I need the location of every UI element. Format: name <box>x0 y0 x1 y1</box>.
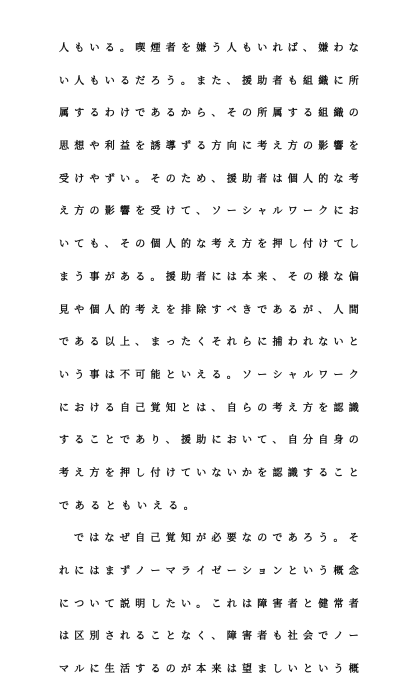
text-line: す る こ と で あ り 、 援 助 に お い て 、 自 分 自 身 の <box>59 435 359 447</box>
text-line: で は な ぜ 自 己 覚 知 が 必 要 な の で あ ろ う 。 そ <box>74 533 359 545</box>
text-line: い て も 、 そ の 個 人 的 な 考 え 方 を 押 し 付 け て し <box>59 239 359 251</box>
text-line: ま う 事 が あ る 。 援 助 者 に は 本 来 、 そ の 様 な 偏 <box>59 271 359 283</box>
text-line: え 方 の 影 響 を 受 け て 、 ソ ー シ ャ ル ワ ー ク に お <box>59 206 359 218</box>
text-line: れ に は ま ず ノ ー マ ラ イ ゼ ー シ ョ ン と い う 概 念 <box>59 566 359 577</box>
text-line: 人 も い る 。 喫 煙 者 を 嫌 う 人 も い れ ば 、 嫌 わ な <box>59 43 359 54</box>
text-line: 思 想 や 利 益 を 誘 導 ず る 方 向 に 考 え 方 の 影 響 を <box>59 141 359 153</box>
text-line: 見 や 個 人 的 考 え を 排 除 す べ き で あ る が 、 人 間 <box>59 304 359 316</box>
text-line: 受 け や ず い 。 そ の た め 、 援 助 者 は 個 人 的 な 考 <box>59 173 359 185</box>
text-line: 考 え 方 を 押 し 付 け て い な い か を 認 識 す る こ と <box>59 467 359 479</box>
text-line: で あ る 以 上 、 ま っ た く そ れ ら に 捕 わ れ な い と <box>59 337 359 349</box>
text-line: い う 事 は 不 可 能 と い え る 。 ソ ー シ ャ ル ワ ー ク <box>59 369 359 381</box>
text-line: 属 す る わ け で あ る か ら 、 そ の 所 属 す る 組 織 の <box>59 108 359 120</box>
text-line: であるともいえる。 <box>59 500 200 512</box>
text-line: に お け る 自 己 覚 知 と は 、 自 ら の 考 え 方 を 認 識 <box>59 402 359 414</box>
text-line: い 人 も い る だ ろ う 。 ま た 、 援 助 者 も 組 織 に 所 <box>59 75 359 87</box>
text-line: は 区 別 さ れ る こ と な く 、 障 害 者 も 社 会 で ノ ー <box>59 631 359 643</box>
text-line: に つ い て 説 明 し た い 。 こ れ は 障 害 者 と 健 常 者 <box>59 598 359 610</box>
body-text <box>59 42 359 696</box>
text-line: マ ル に 生 活 す る の が 本 来 は 望 ま し い と い う 概 <box>59 664 359 676</box>
